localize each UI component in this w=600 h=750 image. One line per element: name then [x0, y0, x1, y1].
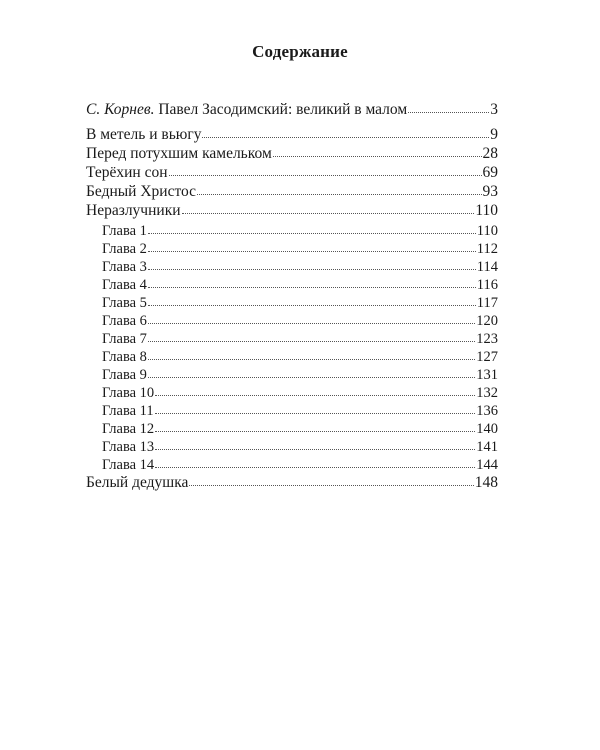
toc-entry-author: С. Корнев.: [86, 101, 155, 118]
toc-entry[interactable]: [86, 202, 498, 220]
toc-entry-title: Неразлучники: [86, 202, 181, 219]
toc-entry-page: 132: [476, 385, 498, 401]
dot-leader: [155, 395, 475, 396]
dot-leader: [148, 341, 475, 342]
toc-chapter-entry[interactable]: [102, 438, 498, 456]
toc-entry-title: Глава 11: [102, 403, 154, 419]
toc-entry-page: 110: [476, 223, 498, 239]
toc-entry-title: Глава 1: [102, 223, 147, 239]
toc-entry-page: 123: [476, 331, 498, 347]
toc-entry-title: В метель и вьюгу: [86, 126, 202, 143]
toc-entry-page: 93: [482, 183, 498, 200]
toc-entry[interactable]: [86, 164, 498, 182]
dot-leader: [155, 467, 475, 468]
toc-entry[interactable]: [86, 474, 498, 492]
dot-leader: [155, 449, 475, 450]
toc-chapter-entry[interactable]: [102, 330, 498, 348]
toc-chapter-entry[interactable]: [102, 276, 498, 294]
toc-chapter-entry[interactable]: [102, 312, 498, 330]
dot-leader: [408, 112, 489, 113]
toc-entry-title: С. Корнев. Павел Засодимский: великий в малом: [86, 101, 408, 118]
dot-leader: [148, 287, 476, 288]
toc-entry-page: 140: [476, 421, 498, 437]
toc-entry-title: Глава 9: [102, 367, 147, 383]
toc-chapter-entry[interactable]: [102, 384, 498, 402]
toc-entry-page: 148: [474, 474, 498, 491]
dot-leader: [148, 233, 476, 234]
dot-leader: [148, 269, 476, 270]
toc-entry-title: Терёхин сон: [86, 164, 168, 181]
page-title: Содержание: [252, 42, 348, 61]
toc-entry-page: 112: [476, 241, 498, 257]
toc-entry-title: Бедный Христос: [86, 183, 197, 200]
toc-entry-page: 69: [482, 164, 498, 181]
toc-chapter-entry[interactable]: [102, 240, 498, 258]
dot-leader: [148, 323, 475, 324]
toc-entry-page: 28: [482, 145, 498, 162]
dot-leader: [189, 485, 473, 486]
toc-entry-title: Глава 2: [102, 241, 147, 257]
dot-leader: [155, 413, 476, 414]
toc-entry[interactable]: [86, 145, 498, 163]
toc-entry-title: Глава 8: [102, 349, 147, 365]
toc-entry-page: 144: [476, 457, 498, 473]
toc-entry-page: 136: [476, 403, 498, 419]
toc-entry-title: Глава 4: [102, 277, 147, 293]
toc-entry-title: Глава 7: [102, 331, 147, 347]
dot-leader: [182, 213, 475, 214]
toc-entry-page: 131: [476, 367, 498, 383]
dot-leader: [197, 194, 481, 195]
toc-entry-title: Глава 6: [102, 313, 147, 329]
toc-entry-title: Перед потухшим камельком: [86, 145, 272, 162]
toc-entry-page: 117: [476, 295, 498, 311]
toc-entry[interactable]: [86, 183, 498, 201]
dot-leader: [273, 156, 482, 157]
toc-entry-page: 114: [476, 259, 498, 275]
toc-entry-page: 120: [476, 313, 498, 329]
toc-entry-title: Глава 3: [102, 259, 147, 275]
toc-entry-page: 3: [490, 101, 498, 118]
toc-entry-title: Глава 12: [102, 421, 155, 437]
dot-leader: [155, 431, 475, 432]
toc-entry-title: Глава 10: [102, 385, 155, 401]
toc-chapter-entry[interactable]: [102, 420, 498, 438]
toc-entry[interactable]: [86, 126, 498, 144]
toc-entry-title: Белый дедушка: [86, 474, 189, 491]
toc-entry-page: 110: [475, 202, 498, 219]
dot-leader: [148, 377, 475, 378]
toc-entry-page: 127: [476, 349, 498, 365]
toc-chapter-entry[interactable]: [102, 402, 498, 420]
toc-entry-page: 116: [476, 277, 498, 293]
dot-leader: [202, 137, 489, 138]
toc-chapter-entry[interactable]: [102, 366, 498, 384]
toc-entry-title: Глава 5: [102, 295, 147, 311]
dot-leader: [148, 359, 475, 360]
toc-entry[interactable]: [86, 101, 498, 119]
dot-leader: [169, 175, 482, 176]
toc-chapter-entry[interactable]: [102, 456, 498, 474]
toc-chapter-entry[interactable]: [102, 294, 498, 312]
toc-entry-title: Глава 14: [102, 457, 155, 473]
toc-chapter-entry[interactable]: [102, 222, 498, 240]
toc-entry-title: Глава 13: [102, 439, 155, 455]
toc-entry-page: 9: [490, 126, 498, 143]
toc-entry-page: 141: [476, 439, 498, 455]
dot-leader: [148, 251, 476, 252]
dot-leader: [148, 305, 476, 306]
toc-chapter-entry[interactable]: [102, 258, 498, 276]
toc-chapter-entry[interactable]: [102, 348, 498, 366]
